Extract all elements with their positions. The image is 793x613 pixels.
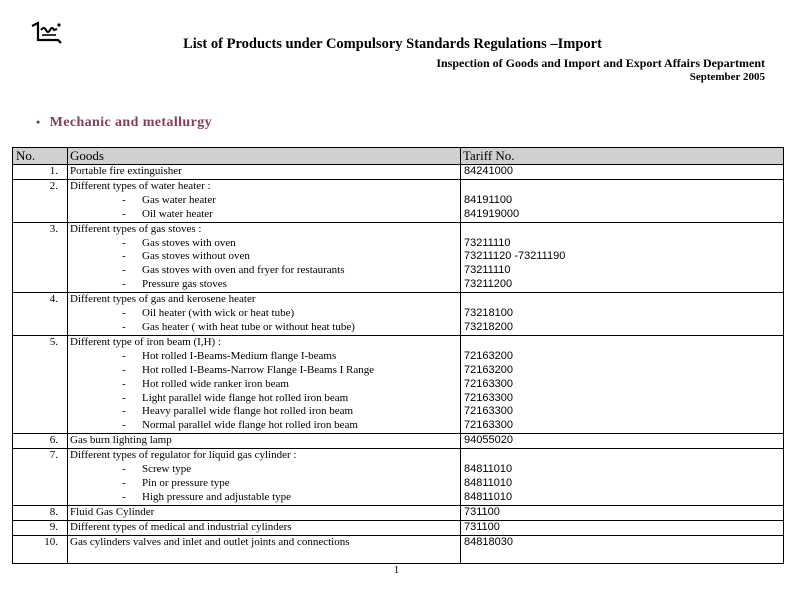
subitem-label: Oil water heater xyxy=(142,207,213,220)
dash-bullet: - xyxy=(122,307,126,320)
table-subrow xyxy=(13,237,784,251)
table-subrow xyxy=(13,350,784,364)
tariff-cell xyxy=(461,222,784,236)
column-header-tariff: Tariff No. xyxy=(461,148,784,165)
row-number-empty xyxy=(13,321,68,335)
table-subrow xyxy=(13,405,784,419)
goods-subitem-cell xyxy=(68,321,461,335)
goods-subitem-cell xyxy=(68,392,461,406)
table-subrow xyxy=(13,378,784,392)
table-subrow xyxy=(13,278,784,292)
dash-bullet: - xyxy=(122,250,126,263)
table-subrow xyxy=(13,491,784,505)
row-number: 10. xyxy=(13,535,68,549)
table-subrow xyxy=(13,364,784,378)
goods-subitem-cell xyxy=(68,208,461,222)
row-number-empty xyxy=(13,264,68,278)
subitem-label: Gas stoves with oven xyxy=(142,236,236,249)
tariff-cell: 73211120 -73211190 xyxy=(461,250,784,264)
table-subrow xyxy=(13,208,784,222)
tariff-cell: 84811010 xyxy=(461,463,784,477)
dash-bullet: - xyxy=(122,264,126,277)
goods-cell: Different types of gas stoves : xyxy=(68,222,461,236)
subitem-label: Hot rolled wide ranker iron beam xyxy=(142,377,289,390)
row-number: 2. xyxy=(13,179,68,193)
tariff-cell-empty xyxy=(461,549,784,563)
dash-bullet: - xyxy=(122,320,126,333)
subitem-label: Normal parallel wide flange hot rolled iron beam xyxy=(142,419,358,432)
subitem-label: Pin or pressure type xyxy=(142,476,230,489)
goods-subitem-cell xyxy=(68,307,461,321)
table-row xyxy=(13,335,784,349)
row-number-empty xyxy=(13,419,68,433)
tariff-cell: 72163200 xyxy=(461,350,784,364)
dash-bullet: - xyxy=(122,419,126,432)
row-number-empty xyxy=(13,237,68,251)
tariff-cell: 73211110 xyxy=(461,237,784,251)
tariff-cell xyxy=(461,179,784,193)
tariff-cell: 73218100 xyxy=(461,307,784,321)
row-number-empty xyxy=(13,491,68,505)
subitem-label: Gas stoves without oven xyxy=(142,250,250,263)
table-row xyxy=(13,165,784,180)
subitem-label: Hot rolled I-Beams-Narrow Flange I-Beams I Range xyxy=(142,363,375,376)
subitem-label: High pressure and adjustable type xyxy=(142,490,292,503)
row-number: 8. xyxy=(13,505,68,520)
goods-subitem-cell xyxy=(68,278,461,292)
goods-cell: Different types of regulator for liquid gas cylinder : xyxy=(68,449,461,463)
goods-subitem-cell xyxy=(68,194,461,208)
tariff-cell xyxy=(461,293,784,307)
table-row xyxy=(13,293,784,307)
tariff-cell: 73218200 xyxy=(461,321,784,335)
row-number-empty xyxy=(13,463,68,477)
subitem-label: Screw type xyxy=(142,463,192,476)
row-number-empty xyxy=(13,477,68,491)
section-heading xyxy=(36,115,212,131)
table-subrow xyxy=(13,264,784,278)
row-number: 9. xyxy=(13,520,68,535)
dash-bullet: - xyxy=(122,349,126,362)
row-number: 3. xyxy=(13,222,68,236)
goods-cell: Different type of iron beam (I,H) : xyxy=(68,335,461,349)
subitem-label: Gas stoves with oven and fryer for restaurants xyxy=(142,264,345,277)
table-subrow xyxy=(13,463,784,477)
table-subrow xyxy=(13,477,784,491)
tariff-cell: 72163200 xyxy=(461,364,784,378)
document-title: List of Products under Compulsory Standards Regulations –Import xyxy=(183,36,602,52)
tariff-cell: 72163300 xyxy=(461,378,784,392)
row-number-empty xyxy=(13,549,68,563)
table-row xyxy=(13,535,784,549)
row-number: 4. xyxy=(13,293,68,307)
goods-cell: Different types of water heater : xyxy=(68,179,461,193)
tariff-cell: 73211200 xyxy=(461,278,784,292)
goods-cell: Fluid Gas Cylinder xyxy=(68,505,461,520)
tariff-cell: 72163300 xyxy=(461,405,784,419)
row-number: 5. xyxy=(13,335,68,349)
dash-bullet: - xyxy=(122,363,126,376)
table-header-row xyxy=(13,148,784,165)
column-header-no: No. xyxy=(13,148,68,165)
tariff-cell xyxy=(461,449,784,463)
goods-cell: Different types of gas and kerosene heater xyxy=(68,293,461,307)
goods-cell: Gas cylinders valves and inlet and outlet joints and connections xyxy=(68,535,461,549)
tariff-cell: 72163300 xyxy=(461,392,784,406)
dash-bullet: - xyxy=(122,476,126,489)
table-body xyxy=(13,165,784,564)
table-subrow xyxy=(13,419,784,433)
row-number-empty xyxy=(13,194,68,208)
dash-bullet: - xyxy=(122,391,126,404)
row-number-empty xyxy=(13,405,68,419)
row-number-empty xyxy=(13,378,68,392)
dash-bullet: - xyxy=(122,490,126,503)
tariff-cell: 72163300 xyxy=(461,419,784,433)
tariff-cell xyxy=(461,335,784,349)
products-table xyxy=(12,147,784,564)
goods-subitem-cell xyxy=(68,264,461,278)
column-header-goods: Goods xyxy=(68,148,461,165)
tariff-cell: 73211110 xyxy=(461,264,784,278)
row-number-empty xyxy=(13,307,68,321)
row-number-empty xyxy=(13,392,68,406)
table-row xyxy=(13,449,784,463)
tariff-cell: 84241000 xyxy=(461,165,784,180)
tariff-cell: 841919000 xyxy=(461,208,784,222)
dash-bullet: - xyxy=(122,207,126,220)
dash-bullet: - xyxy=(122,278,126,291)
table-row xyxy=(13,179,784,193)
goods-cell: Different types of medical and industrial cylinders xyxy=(68,520,461,535)
subitem-label: Gas heater ( with heat tube or without heat tube) xyxy=(142,320,355,333)
table-subrow xyxy=(13,392,784,406)
table-subrow xyxy=(13,194,784,208)
goods-cell: Gas burn lighting lamp xyxy=(68,434,461,449)
subitem-label: Hot rolled I-Beams-Medium flange I-beams xyxy=(142,349,337,362)
tariff-cell: 731100 xyxy=(461,505,784,520)
document-date: September 2005 xyxy=(689,71,765,83)
table-subrow xyxy=(13,250,784,264)
table-subrow xyxy=(13,321,784,335)
section-title: Mechanic and metallurgy xyxy=(49,115,213,130)
row-number-empty xyxy=(13,250,68,264)
goods-subitem-cell xyxy=(68,378,461,392)
subitem-label: Heavy parallel wide flange hot rolled iron beam xyxy=(142,405,354,418)
table-row xyxy=(13,520,784,535)
dash-bullet: - xyxy=(122,236,126,249)
goods-subitem-cell xyxy=(68,477,461,491)
tariff-cell: 84811010 xyxy=(461,491,784,505)
table-row xyxy=(13,434,784,449)
tariff-cell: 731100 xyxy=(461,520,784,535)
goods-subitem-cell xyxy=(68,364,461,378)
goods-subitem-cell xyxy=(68,463,461,477)
goods-subitem-cell xyxy=(68,419,461,433)
goods-subitem-cell xyxy=(68,491,461,505)
goods-subitem-cell xyxy=(68,405,461,419)
row-number-empty xyxy=(13,364,68,378)
department-subtitle: Inspection of Goods and Import and Export Affairs Department xyxy=(436,56,765,70)
row-number: 6. xyxy=(13,434,68,449)
goods-cell-empty xyxy=(68,549,461,563)
subitem-label: Oil heater (with wick or heat tube) xyxy=(142,307,295,320)
dash-bullet: - xyxy=(122,405,126,418)
subitem-label: Gas water heater xyxy=(142,193,216,206)
subitem-label: Pressure gas stoves xyxy=(142,278,227,291)
goods-subitem-cell xyxy=(68,350,461,364)
row-number-empty xyxy=(13,350,68,364)
tariff-cell: 84191100 xyxy=(461,194,784,208)
table-row xyxy=(13,222,784,236)
dash-bullet: - xyxy=(122,377,126,390)
goods-cell: Portable fire extinguisher xyxy=(68,165,461,180)
dash-bullet: - xyxy=(122,193,126,206)
goods-subitem-cell xyxy=(68,250,461,264)
page-number: 1 xyxy=(393,564,400,576)
subitem-label: Light parallel wide flange hot rolled iron beam xyxy=(142,391,349,404)
dash-bullet: - xyxy=(122,463,126,476)
row-number-empty xyxy=(13,208,68,222)
bullet-icon: • xyxy=(36,115,41,129)
table-subrow xyxy=(13,307,784,321)
table-blank-row xyxy=(13,549,784,563)
row-number-empty xyxy=(13,278,68,292)
tariff-cell: 84818030 xyxy=(461,535,784,549)
tariff-cell: 84811010 xyxy=(461,477,784,491)
row-number: 1. xyxy=(13,165,68,180)
tariff-cell: 94055020 xyxy=(461,434,784,449)
goods-subitem-cell xyxy=(68,237,461,251)
table-row xyxy=(13,505,784,520)
row-number: 7. xyxy=(13,449,68,463)
